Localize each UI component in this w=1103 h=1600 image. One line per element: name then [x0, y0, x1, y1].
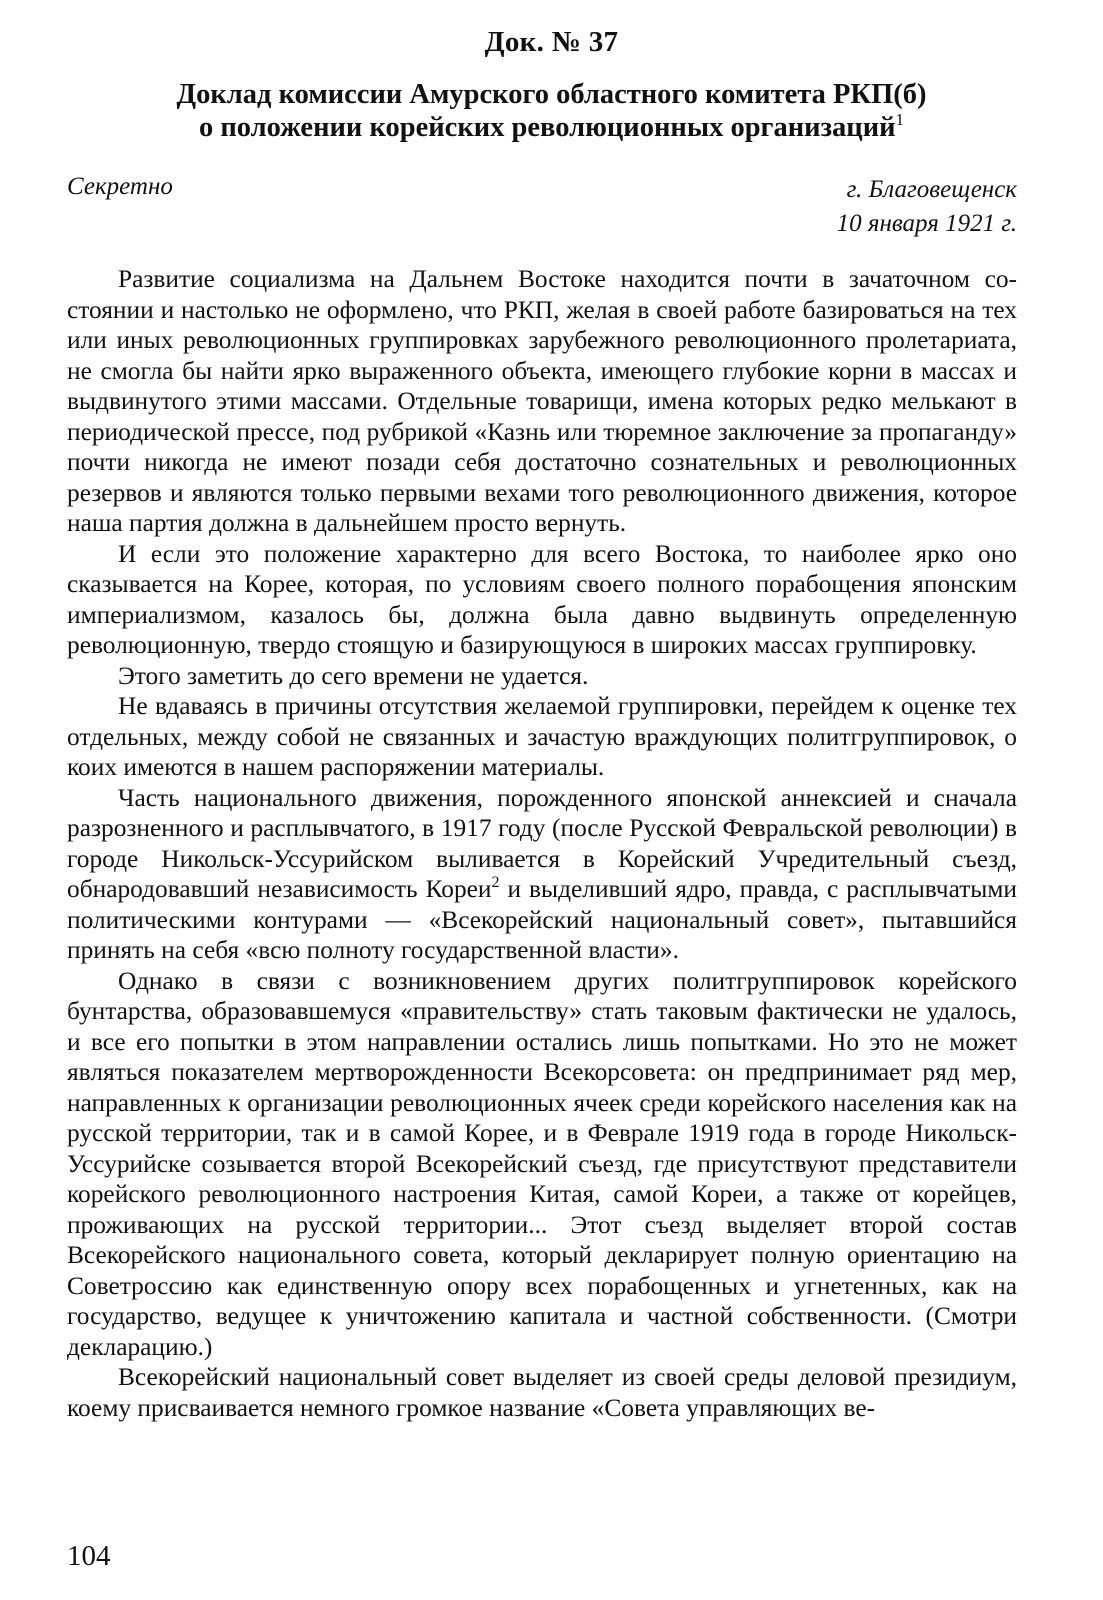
paragraph-5 [67, 783, 1017, 966]
document-title [60, 78, 1043, 144]
paragraph-7: Всекорейский национальный совет выделяет из своей среды деловой президиум, коему присваивается немного громкое название «Совета управляющих ве- [67, 1363, 1017, 1422]
place-label: г. Благовещенск [846, 176, 1017, 203]
paragraph-5-part-a: Часть национального движения, порожденного японской аннексией и сначала разрозненного и расплывчатого, в 1917 году (после Русской Февральской революции) в городе Никольск-Уссурийском выливается в Корейский Учредительный съезд, обнародовавший независимость Кореи [67, 783, 1017, 903]
title-line-2 [60, 111, 1043, 144]
classification-label: Секретно [67, 173, 173, 200]
paragraph-5-part-b: и выделивший ядро, правда, с расплывчатыми политическими контурами — «Всекорейский национальный совет», пытавшийся принять на себя «всю полноту государственной власти». [67, 875, 1018, 964]
paragraph-1: Развитие социализма на Дальнем Востоке находится почти в зачаточном состоянии и настолько не оформлено, что РКП, желая в своей работе базироваться на тех или иных революционных группировках зарубежного революционного пролетариата, не смогла бы найти ярко выраженного объекта, имеющего глубокие корни в массах и выдвинутого этими массами. Отдельные товарищи, имена которых редко мелькают в периодической прессе, под рубрикой «Казнь или тюремное заключение за пропаганду» почти никогда не имеют позади себя достаточно сознательных и революционных резервов и являются только первыми вехами того революционного движения, которое наша партия должна в дальнейшем просто вернуть. [67, 265, 1017, 537]
document-body [67, 264, 1017, 1423]
title-footnote-marker[interactable]: 1 [895, 110, 905, 129]
paragraph-2: И если это положение характерно для всего Востока, то наиболее ярко оно сказывается на Корее, которая, по условиям своего полного порабощения японским империализмом, казалось бы, должна была давно выдвинуть определенную революционную, твердо стоящую и базирующуюся в широких массах группировку. [67, 539, 1017, 659]
document-number: Док. № 37 [484, 26, 619, 58]
paragraph-6: Однако в связи с возникновением других политгруппировок корейского бунтарства, образовавшемуся «правительству» стать таковым фактически не удалось, и все его попытки в этом направлении остались лишь попытками. Но это не может являться показателем мертворожденности Всекорсовета: он предпринимает ряд мер, направленных к организации революционных ячеек среди корейского населения как на русской территории, так и в самой Корее, и в Феврале 1919 года в городе Никольск-Уссурийске созывается второй Всекорейский съезд, где присутствуют представители корейского революционного настроения Китая, самой Кореи, а также от корейцев, проживающих на русской территории... Этот съезд выделяет второй состав Всекорейского национального совета, который декларирует полную ориентацию на Советроссию как единственную опору всех порабощенных и угнетенных, как на государство, ведущее к уничтожению капитала и частной собственности. (Смотри декларацию.) [67, 966, 1017, 1361]
paragraph-3: Этого заметить до сего времени не удается. [118, 661, 589, 690]
paragraph-4: Не вдаваясь в причины отсутствия желаемой группировки, перейдем к оценке тех отдельных, между собой не связанных и зачастую враждующих политгруппировок, о коих имеются в нашем распоряжении материалы. [67, 692, 1017, 781]
date-label: 10 января 1921 г. [836, 210, 1017, 237]
page-number: 104 [67, 1540, 111, 1572]
title-line-2-text: о положении корейских революционных организаций [198, 112, 896, 143]
footnote-marker-2[interactable]: 2 [491, 874, 500, 891]
place-date-block [837, 173, 1017, 241]
title-line-1: Доклад комиссии Амурского областного комитета РКП(б) [176, 79, 927, 110]
